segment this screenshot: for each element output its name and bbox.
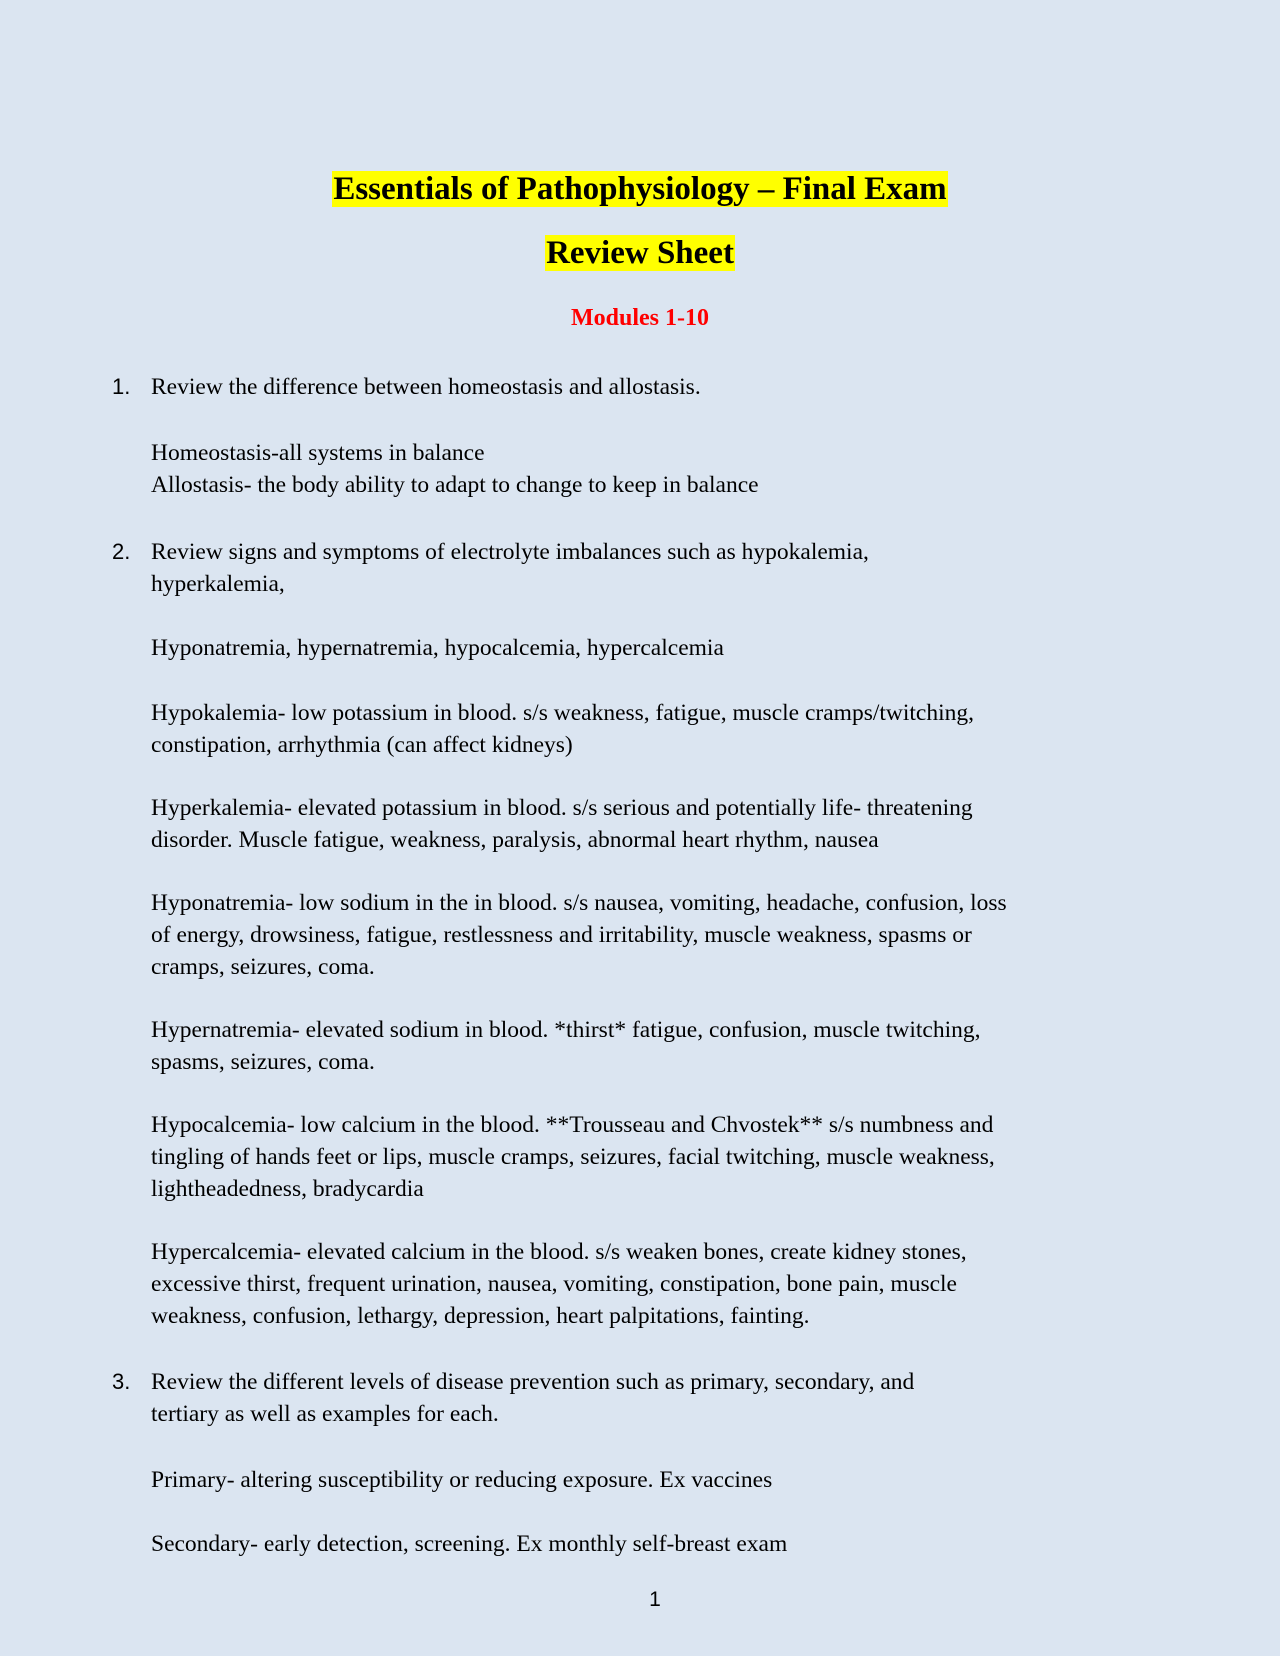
- question-2-number: 2.: [112, 539, 131, 564]
- paragraph-line: weakness, confusion, lethargy, depression, heart palpitations, fainting.: [151, 1303, 810, 1329]
- primary-prevention: Primary- altering susceptibility or reducing exposure. Ex vaccines: [151, 1467, 773, 1493]
- paragraph-line: excessive thirst, frequent urination, nausea, vomiting, constipation, bone pain, muscle: [151, 1271, 957, 1297]
- question-1-number: 1.: [112, 374, 131, 399]
- document-title: [0, 169, 1280, 209]
- hypercalcemia-paragraph: [151, 1236, 1211, 1332]
- question-2-line: Review signs and symptoms of electrolyte imbalances such as hypokalemia,: [151, 539, 869, 565]
- electrolyte-list: Hyponatremia, hypernatremia, hypocalcemia, hypercalcemia: [151, 635, 724, 661]
- paragraph-line: Hypercalcemia- elevated calcium in the blood. s/s weaken bones, create kidney stones,: [151, 1239, 967, 1265]
- paragraph-line: Hypocalcemia- low calcium in the blood. **Trousseau and Chvostek** s/s numbness and: [151, 1112, 994, 1138]
- question-2-text: [151, 536, 1211, 600]
- hypocalcemia-paragraph: [151, 1109, 1211, 1205]
- hypernatremia-paragraph: [151, 1014, 1211, 1078]
- paragraph-line: Hyperkalemia- elevated potassium in blood. s/s serious and potentially life- threatening: [151, 795, 973, 821]
- question-3-text: [151, 1366, 1211, 1430]
- secondary-prevention: Secondary- early detection, screening. Ex monthly self-breast exam: [151, 1531, 788, 1557]
- paragraph-line: of energy, drowsiness, fatigue, restlessness and irritability, muscle weakness, spasms or: [151, 922, 972, 948]
- homeostasis-definition: Homeostasis-all systems in balance: [151, 440, 485, 466]
- question-2-line: hyperkalemia,: [151, 571, 285, 597]
- page-number: 1: [649, 1588, 661, 1611]
- review-sheet-text: Review Sheet: [546, 235, 734, 271]
- paragraph-line: tingling of hands feet or lips, muscle cramps, seizures, facial twitching, muscle weakness,: [151, 1144, 995, 1170]
- question-1-text: Review the difference between homeostasis and allostasis.: [151, 374, 701, 400]
- question-3-number: 3.: [112, 1369, 131, 1394]
- paragraph-line: constipation, arrhythmia (can affect kidneys): [151, 732, 573, 758]
- modules-label: Modules 1-10: [571, 305, 709, 331]
- paragraph-line: Hypernatremia- elevated sodium in blood. *thirst* fatigue, confusion, muscle twitching,: [151, 1017, 981, 1043]
- question-3-line: Review the different levels of disease prevention such as primary, secondary, and: [151, 1369, 915, 1395]
- hypokalemia-paragraph: [151, 697, 1211, 761]
- paragraph-line: lightheadedness, bradycardia: [151, 1176, 424, 1202]
- paragraph-line: spasms, seizures, coma.: [151, 1049, 375, 1075]
- paragraph-line: cramps, seizures, coma.: [151, 954, 375, 980]
- hyperkalemia-paragraph: [151, 792, 1211, 856]
- allostasis-definition: Allostasis- the body ability to adapt to change to keep in balance: [151, 472, 759, 498]
- paragraph-line: disorder. Muscle fatigue, weakness, paralysis, abnormal heart rhythm, nausea: [151, 827, 879, 853]
- document-subtitle-review-sheet: [0, 233, 1280, 273]
- hyponatremia-paragraph: [151, 887, 1211, 983]
- question-1-answer: [151, 437, 1211, 501]
- paragraph-line: Hyponatremia- low sodium in the in blood. s/s nausea, vomiting, headache, confusion, loss: [151, 890, 1007, 916]
- document-title-text: Essentials of Pathophysiology – Final Exam: [333, 171, 947, 207]
- question-3-line: tertiary as well as examples for each.: [151, 1401, 499, 1427]
- paragraph-line: Hypokalemia- low potassium in blood. s/s weakness, fatigue, muscle cramps/twitching,: [151, 700, 975, 726]
